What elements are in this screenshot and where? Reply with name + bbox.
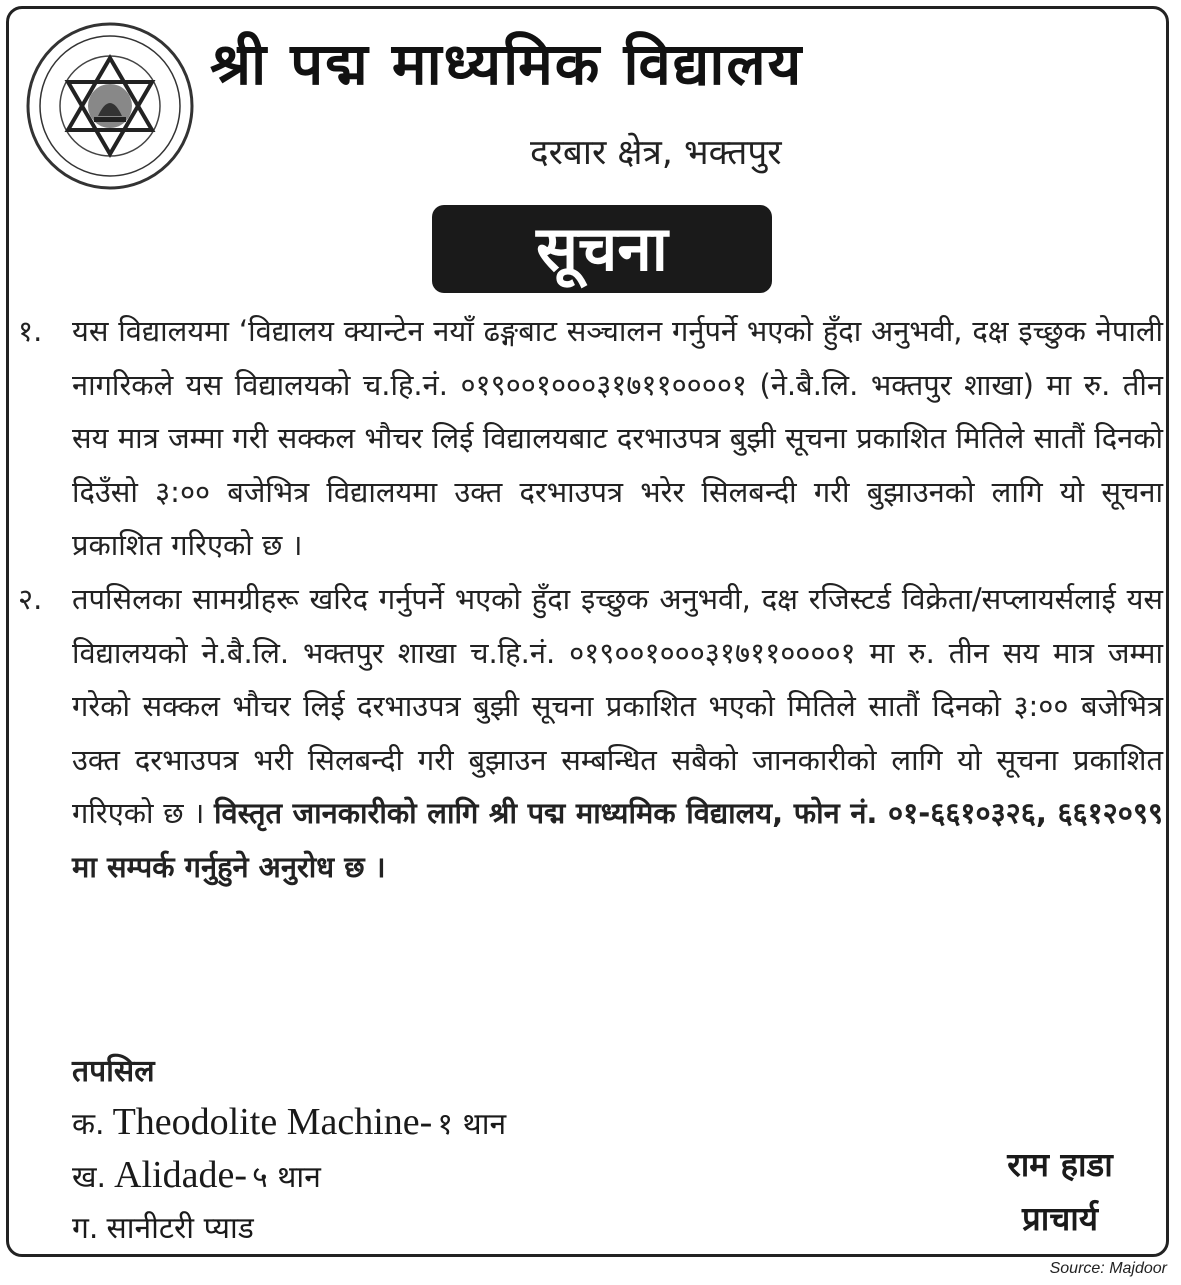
signatory-title: प्राचार्य xyxy=(1022,1199,1098,1238)
list-item xyxy=(72,1202,772,1255)
item-list xyxy=(72,1096,772,1255)
list-item-index: ग. xyxy=(72,1211,99,1246)
list-item-index: क. xyxy=(72,1107,105,1142)
list-item xyxy=(72,1149,772,1202)
notice-body xyxy=(18,305,1163,895)
list-item-qty: सानीटरी प्याड xyxy=(106,1211,254,1246)
paragraph-text-wrapper xyxy=(72,573,1163,895)
list-item xyxy=(72,1096,772,1149)
school-seal-icon xyxy=(24,20,196,192)
notice-title: सूचना xyxy=(432,205,772,293)
contact-info-text: विस्तृत जानकारीको लागि श्री पद्म माध्यमिक विद्यालय, फोन नं. ०१-६६१०३२६, ६६१२०९९ मा सम्पर्क गर्नुहुने अनुरोध छ । xyxy=(72,796,1164,884)
list-item-name: Alidade- xyxy=(114,1154,248,1196)
paragraph-number: १. xyxy=(18,314,43,348)
list-item-index: ख. xyxy=(72,1160,107,1195)
paragraph-2 xyxy=(18,573,1163,895)
paragraph-1 xyxy=(18,305,1163,573)
paragraph-number: २. xyxy=(18,581,43,616)
school-address: दरबार क्षेत्र, भक्तपुर xyxy=(530,133,782,173)
signatory xyxy=(965,1138,1155,1246)
list-item-name: Theodolite Machine- xyxy=(112,1101,433,1143)
list-item-qty: १ थान xyxy=(437,1107,507,1142)
item-list-heading: तपसिल xyxy=(72,1054,155,1089)
school-name: श्री पद्म माध्यमिक विद्यालय xyxy=(210,30,804,98)
signatory-name: राम हाडा xyxy=(1007,1145,1113,1184)
list-item-qty: ५ थान xyxy=(252,1160,321,1195)
paragraph-text: यस विद्यालयमा ‘विद्यालय क्यान्टेन नयाँ ढङ्गबाट सञ्चालन गर्नुपर्ने भएको हुँदा अनुभवी, दक्ष इच्छुक नेपाली नागरिकले यस विद्यालयको च.हि.नं. ०१९००१०००३१७११००००१ (ने.बै.लि. भक्तपुर शाखा) मा रु. तीन सय मात्र जम्मा गरी सक्कल भौचर लिई विद्यालयबाट दरभाउपत्र बुझी सूचना प्रकाशित मितिले सातौं दिनको दिउँसो ३:०० बजेभित्र विद्यालयमा उक्त दरभाउपत्र भरेर सिलबन्दी गरी बुझाउनको लागि यो सूचना प्रकाशित गरिएको छ । xyxy=(72,314,1163,563)
paragraph-text: तपसिलका सामग्रीहरू खरिद गर्नुपर्ने भएको हुँदा इच्छुक अनुभवी, दक्ष रजिस्टर्ड विक्रेता/सप्लायर्सलाई यस विद्यालयको ने.बै.लि. भक्तपुर शाखा च.हि.नं. ०१९००१०००३१७११००००१ मा रु. तीन सय मात्र जम्मा गरेको सक्कल भौचर लिई दरभाउपत्र बुझी सूचना प्रकाशित भएको मितिले सातौं दिनको ३:०० बजेभित्र उक्त दरभाउपत्र भरी सिलबन्दी गरी बुझाउन सम्बन्धित सबैको जानकारीको लागि यो सूचना प्रकाशित गरिएको छ । xyxy=(72,581,1163,831)
source-credit: Source: Majdoor xyxy=(1049,1260,1167,1277)
